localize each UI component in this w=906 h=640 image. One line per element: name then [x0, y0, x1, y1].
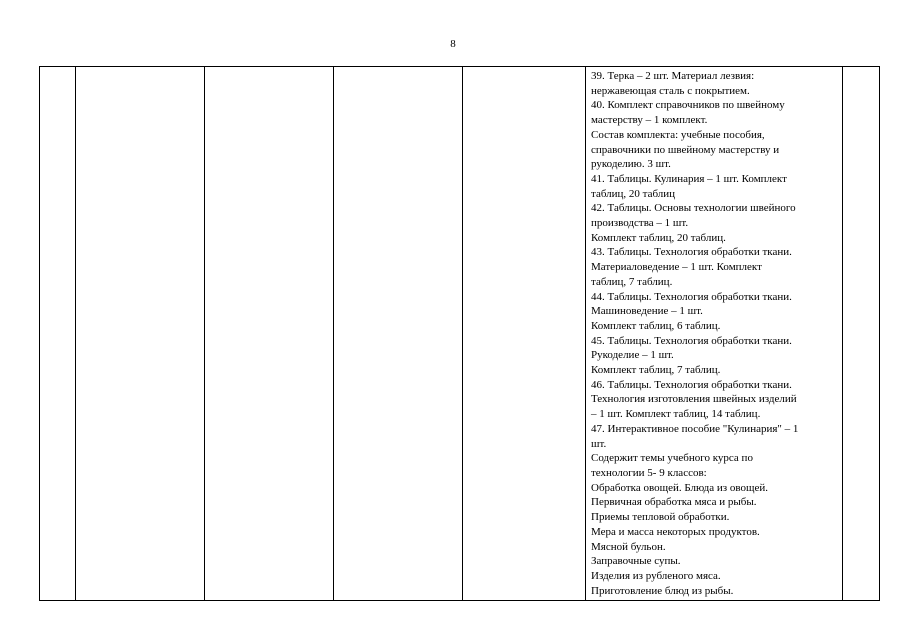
- table-cell-2: [76, 67, 205, 601]
- list-line: – 1 шт. Комплект таблиц, 14 таблиц.: [591, 408, 761, 421]
- list-line: 39. Терка – 2 шт. Материал лезвия:: [591, 70, 755, 82]
- list-line: Рукоделие – 1 шт.: [591, 349, 674, 362]
- list-line: Мера и масса некоторых продуктов.: [591, 525, 760, 538]
- list-line: 42. Таблицы. Основы технологии швейного: [591, 202, 796, 215]
- list-line: Комплект таблиц, 6 таблиц.: [591, 319, 721, 332]
- list-line: 41. Таблицы. Кулинария – 1 шт. Комплект: [591, 172, 787, 185]
- table-cell-5: [463, 67, 586, 601]
- list-line: справочники по швейному мастерству и: [591, 143, 780, 156]
- list-line: 40. Комплект справочников по швейному: [591, 99, 785, 112]
- list-line: Изделия из рубленого мяса.: [591, 569, 721, 582]
- list-line: Материаловедение – 1 шт. Комплект: [591, 261, 762, 274]
- list-line: Приготовление блюд из рыбы.: [591, 584, 734, 597]
- list-line: Заправочные супы.: [591, 555, 681, 568]
- list-line: Машиноведение – 1 шт.: [591, 305, 703, 318]
- list-line: производства – 1 шт.: [591, 217, 689, 230]
- list-line: Состав комплекта: учебные пособия,: [591, 128, 765, 141]
- list-line: Технология изготовления швейных изделий: [591, 393, 797, 406]
- list-line: шт.: [591, 437, 607, 450]
- table-cell-number: [40, 67, 76, 601]
- list-line: Мясной бульон.: [591, 540, 666, 553]
- list-line: Первичная обработка мяса и рыбы.: [591, 496, 757, 509]
- list-line: технологии 5- 9 классов:: [591, 466, 707, 479]
- list-line: рукоделию. 3 шт.: [591, 158, 671, 171]
- list-line: таблиц, 7 таблиц.: [591, 275, 673, 288]
- page-number: 8: [450, 38, 456, 50]
- list-line: Комплект таблиц, 20 таблиц.: [591, 231, 726, 244]
- equipment-table: [39, 66, 880, 601]
- list-line: Приемы тепловой обработки.: [591, 511, 730, 524]
- table-cell-last: [843, 67, 880, 601]
- equipment-list: [586, 67, 842, 598]
- table-cell-3: [205, 67, 334, 601]
- list-line: 46. Таблицы. Технология обработки ткани.: [591, 378, 792, 391]
- list-line: 43. Таблицы. Технология обработки ткани.: [591, 246, 792, 259]
- list-line: Обработка овощей. Блюда из овощей.: [591, 481, 768, 494]
- list-line: 44. Таблицы. Технология обработки ткани.: [591, 290, 792, 303]
- list-line: Комплект таблиц, 7 таблиц.: [591, 364, 721, 377]
- table-row: [40, 67, 880, 601]
- list-line: нержавеющая сталь с покрытием.: [591, 84, 750, 97]
- list-line: Содержит темы учебного курса по: [591, 452, 753, 465]
- list-line: таблиц, 20 таблиц: [591, 187, 676, 200]
- list-line: мастерству – 1 комплект.: [591, 114, 708, 127]
- table-cell-equipment: [586, 67, 843, 601]
- list-line: 47. Интерактивное пособие "Кулинария" – 1: [591, 422, 799, 435]
- list-line: 45. Таблицы. Технология обработки ткани.: [591, 334, 792, 347]
- table-cell-4: [334, 67, 463, 601]
